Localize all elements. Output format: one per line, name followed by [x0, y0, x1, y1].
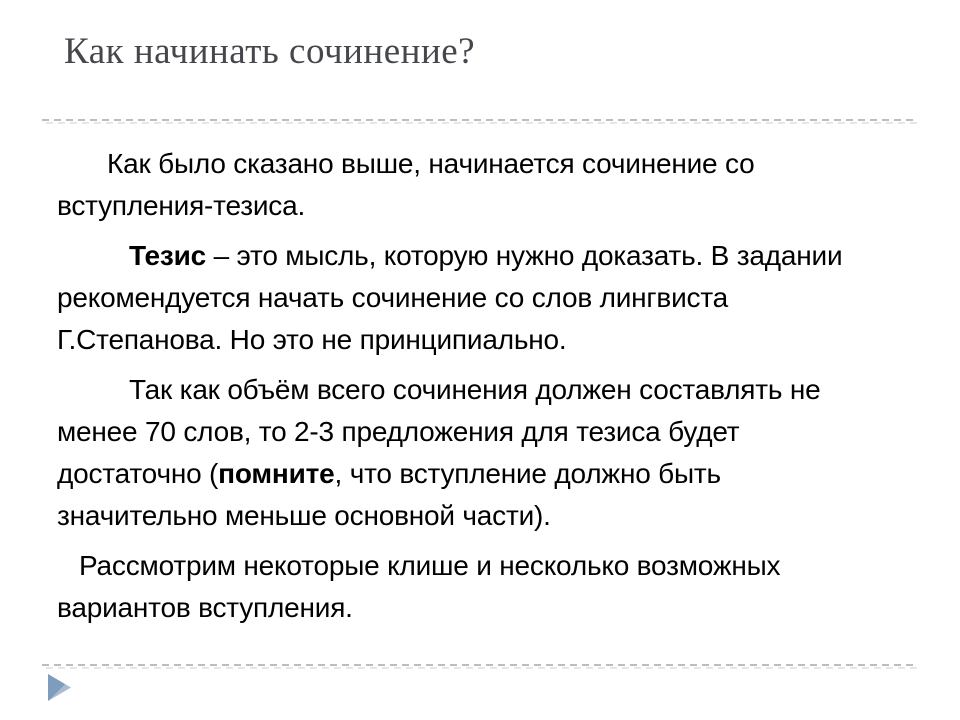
bottom-dashed-divider: [42, 664, 918, 669]
top-dashed-divider: [42, 119, 918, 124]
text-line: Г.Степанова. Но это не принципиально.: [57, 324, 567, 355]
text-line: менее 70 слов, то 2-3 предложения для тезиса будет: [57, 416, 740, 447]
paragraph: [57, 545, 917, 629]
slide-title: Как начинать сочинение?: [64, 31, 476, 72]
next-slide-arrow-icon: [48, 674, 71, 701]
paragraph: [57, 369, 917, 537]
text-line: Как было сказано выше, начинается сочинение со: [107, 148, 755, 179]
text-line: достаточно (помните, что вступление должно быть: [57, 458, 721, 489]
slide-body: [57, 143, 917, 637]
text-line: значительно меньше основной части).: [57, 500, 551, 531]
paragraph: [57, 143, 917, 227]
text-line: вступления-тезиса.: [57, 190, 306, 221]
paragraph: [57, 235, 917, 361]
text-line: вариантов вступления.: [57, 592, 353, 623]
text-line: Тезис – это мысль, которую нужно доказать. В задании: [129, 240, 843, 271]
text-line: рекомендуется начать сочинение со слов лингвиста: [57, 282, 729, 313]
text-line: Так как объём всего сочинения должен составлять не: [129, 374, 821, 405]
text-line: Рассмотрим некоторые клише и несколько возможных: [79, 550, 781, 581]
